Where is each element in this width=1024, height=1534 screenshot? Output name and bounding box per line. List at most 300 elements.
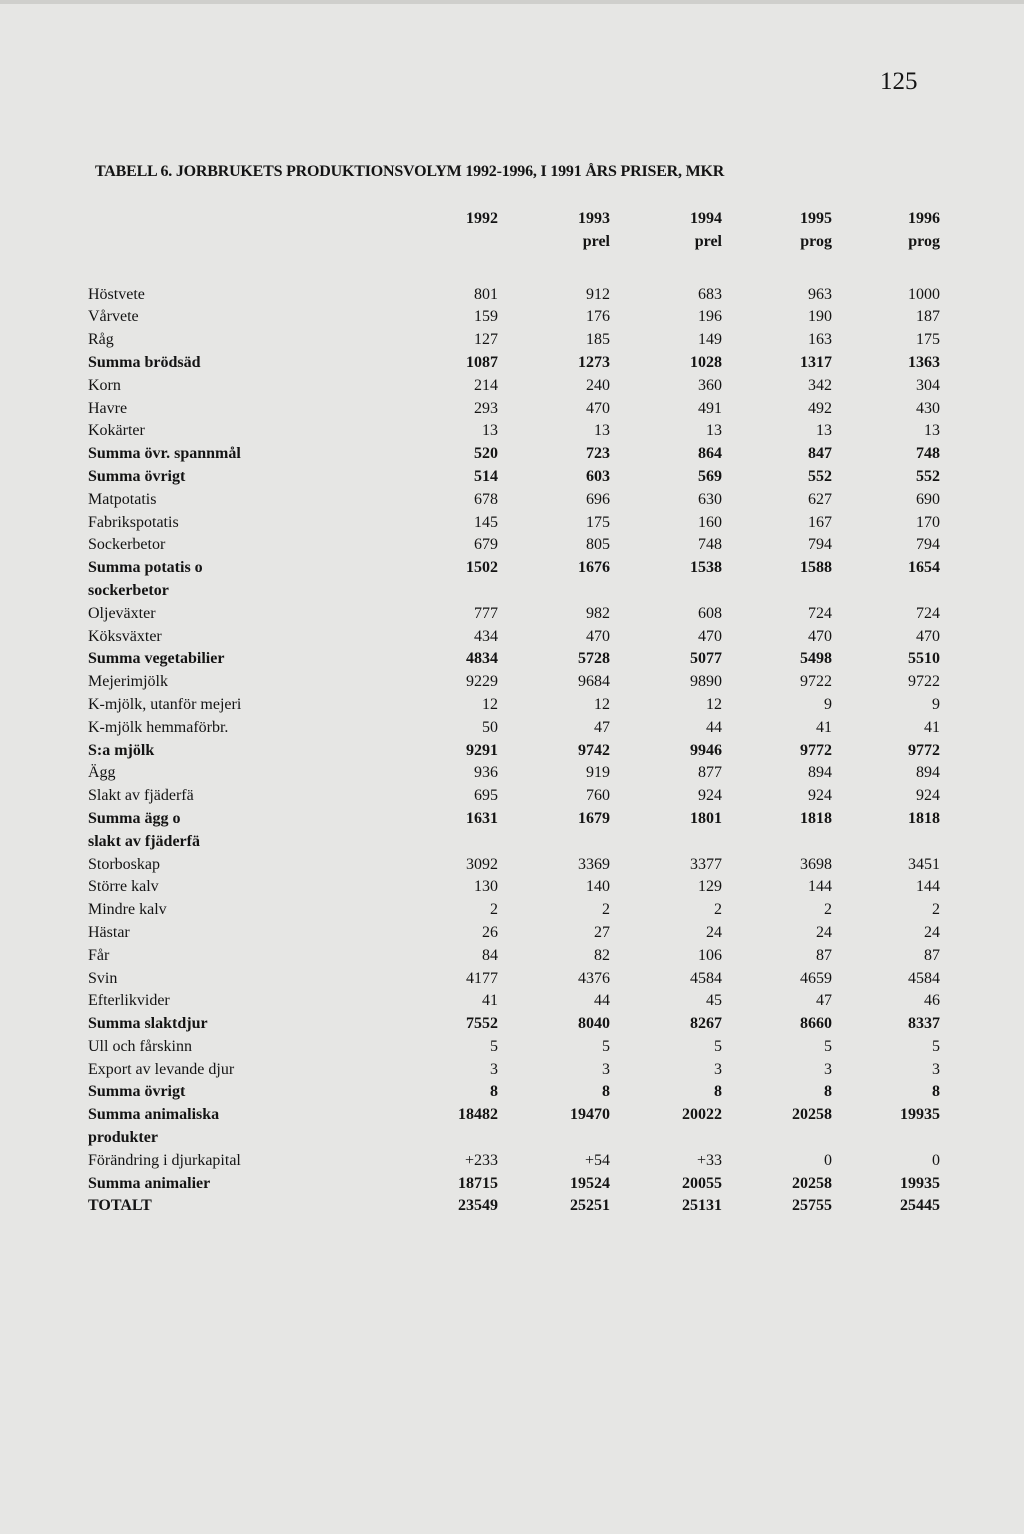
row-label: produkter (88, 1129, 158, 1147)
cell-value: 1273 (578, 353, 610, 371)
cell-value: 240 (586, 376, 610, 394)
cell-value: 8 (714, 1083, 722, 1101)
cell-value: 1654 (908, 559, 940, 577)
table-row (88, 1150, 940, 1173)
cell-value: 5077 (690, 650, 722, 668)
cell-value: 149 (698, 331, 722, 349)
cell-value: 9 (932, 695, 940, 713)
header-blank (88, 208, 380, 231)
cell-value: 47 (816, 992, 832, 1010)
cell-value: 4584 (690, 969, 722, 987)
cell-value: 5 (932, 1037, 940, 1055)
row-label: sockerbetor (88, 581, 169, 599)
cell-value: 5 (824, 1037, 832, 1055)
cell-value: 24 (816, 923, 832, 941)
cell-value: 924 (916, 787, 940, 805)
cell-value: 3698 (800, 855, 832, 873)
cell-value: 748 (698, 536, 722, 554)
status-header: prel (694, 232, 722, 250)
cell-value: 1087 (466, 353, 498, 371)
status-header: prog (800, 232, 832, 250)
cell-value: 794 (916, 536, 940, 554)
cell-value: 1631 (466, 809, 498, 827)
cell-value: 87 (924, 946, 940, 964)
cell-value: +54 (584, 1151, 610, 1169)
table-row (88, 329, 940, 352)
cell-value: 3 (932, 1060, 940, 1078)
cell-value: 144 (916, 878, 940, 896)
cell-value: 185 (586, 331, 610, 349)
cell-value: 492 (808, 399, 832, 417)
cell-value: 41 (482, 992, 498, 1010)
year-header: 1995 (800, 210, 832, 227)
row-label: Ägg (88, 764, 116, 782)
cell-value: 24 (924, 923, 940, 941)
cell-value: 777 (474, 604, 498, 622)
table-row (88, 1036, 940, 1059)
table-row (88, 694, 940, 717)
header-spacer (88, 254, 940, 284)
table-body (88, 284, 940, 1219)
cell-value: 4376 (578, 969, 610, 987)
cell-value: 50 (482, 718, 498, 736)
table-row (88, 740, 940, 763)
cell-value: 5498 (800, 650, 832, 668)
cell-value: 13 (816, 422, 832, 440)
cell-value (722, 831, 832, 854)
row-label: Summa vegetabilier (88, 650, 225, 668)
cell-value: 552 (916, 467, 940, 485)
row-label: Summa slaktdjur (88, 1015, 208, 1033)
row-label: Kokärter (88, 422, 145, 440)
cell-value (722, 580, 832, 603)
cell-value: +33 (696, 1151, 722, 1169)
cell-value: 1588 (800, 559, 832, 577)
table-row (88, 626, 940, 649)
cell-value: 847 (808, 445, 832, 463)
cell-value: 196 (698, 308, 722, 326)
cell-value: 214 (474, 376, 498, 394)
row-label: Summa övrigt (88, 1083, 186, 1101)
cell-value: 2 (602, 901, 610, 919)
table-row (88, 466, 940, 489)
table-row (88, 808, 940, 831)
row-label: Mindre kalv (88, 901, 167, 919)
cell-value: 3 (490, 1060, 498, 1078)
status-header (380, 231, 498, 254)
row-label: Mejerimjölk (88, 673, 168, 691)
production-volume-table (88, 208, 940, 1218)
table-row (88, 398, 940, 421)
cell-value (610, 580, 722, 603)
cell-value: 9742 (578, 741, 610, 759)
cell-value: 145 (474, 513, 498, 531)
cell-value: 3 (714, 1060, 722, 1078)
cell-value: 25131 (682, 1197, 722, 1215)
cell-value: 679 (474, 536, 498, 554)
cell-value: 20022 (682, 1106, 722, 1124)
cell-value: 144 (808, 878, 832, 896)
cell-value: 8 (824, 1083, 832, 1101)
row-label: Summa övr. spannmål (88, 445, 241, 463)
cell-value: 2 (714, 901, 722, 919)
cell-value: 44 (594, 992, 610, 1010)
row-label: Summa ägg o (88, 809, 181, 827)
cell-value: 877 (698, 764, 722, 782)
cell-value: 87 (816, 946, 832, 964)
row-label: Havre (88, 399, 128, 417)
cell-value (380, 1127, 498, 1150)
cell-value: 5510 (908, 650, 940, 668)
page-top-edge (0, 0, 1024, 4)
cell-value: 19935 (900, 1174, 940, 1192)
row-label: Summa animalier (88, 1174, 211, 1192)
cell-value: 9229 (466, 673, 498, 691)
cell-value: 9684 (578, 673, 610, 691)
table-row (88, 945, 940, 968)
row-label: Korn (88, 376, 121, 394)
cell-value: 2 (490, 901, 498, 919)
cell-value (380, 831, 498, 854)
table-row (88, 1104, 940, 1127)
year-header: 1996 (908, 210, 940, 227)
table-row (88, 306, 940, 329)
cell-value: 924 (698, 787, 722, 805)
cell-value: 170 (916, 513, 940, 531)
cell-value: 175 (916, 331, 940, 349)
cell-value: 982 (586, 604, 610, 622)
cell-value: 187 (916, 308, 940, 326)
row-label: Hästar (88, 923, 130, 941)
table-row (88, 512, 940, 535)
cell-value: 9 (824, 695, 832, 713)
cell-value: 8 (490, 1083, 498, 1101)
cell-value: 1502 (466, 559, 498, 577)
row-label: Svin (88, 969, 118, 987)
cell-value: 360 (698, 376, 722, 394)
cell-value: 9291 (466, 741, 498, 759)
table-row (88, 762, 940, 785)
row-label: Vårvete (88, 308, 139, 326)
row-label: Ull och fårskinn (88, 1037, 192, 1055)
cell-value: 190 (808, 308, 832, 326)
cell-value: 5 (714, 1037, 722, 1055)
cell-value: 8040 (578, 1015, 610, 1033)
cell-value: 26 (482, 923, 498, 941)
table-row (88, 968, 940, 991)
cell-value (832, 580, 940, 603)
status-header: prel (582, 232, 610, 250)
row-label: TOTALT (88, 1197, 152, 1215)
cell-value: 794 (808, 536, 832, 554)
cell-value: 8337 (908, 1015, 940, 1033)
table-row (88, 671, 940, 694)
cell-value: 27 (594, 923, 610, 941)
cell-value: 19935 (900, 1106, 940, 1124)
cell-value: 23549 (458, 1197, 498, 1215)
cell-value: 552 (808, 467, 832, 485)
cell-value: 569 (698, 467, 722, 485)
cell-value: 25755 (792, 1197, 832, 1215)
cell-value: 1818 (800, 809, 832, 827)
row-label: Storboskap (88, 855, 160, 873)
table-row (88, 580, 940, 603)
cell-value: 690 (916, 490, 940, 508)
cell-value: 160 (698, 513, 722, 531)
cell-value: 13 (924, 422, 940, 440)
cell-value: 82 (594, 946, 610, 964)
cell-value: 723 (586, 445, 610, 463)
cell-value: 748 (916, 445, 940, 463)
status-header: prog (908, 232, 940, 250)
cell-value: 924 (808, 787, 832, 805)
table-row (88, 1173, 940, 1196)
cell-value: 894 (916, 764, 940, 782)
cell-value: 41 (816, 718, 832, 736)
cell-value: 3 (602, 1060, 610, 1078)
cell-value: 176 (586, 308, 610, 326)
cell-value: 9890 (690, 673, 722, 691)
table-row (88, 785, 940, 808)
cell-value: 1676 (578, 559, 610, 577)
table-row (88, 717, 940, 740)
cell-value: 936 (474, 764, 498, 782)
cell-value (380, 580, 498, 603)
row-label: Slakt av fjäderfä (88, 787, 194, 805)
table-title: TABELL 6. JORBRUKETS PRODUKTIONSVOLYM 1992-1996, I 1991 ÅRS PRISER, MKR (95, 163, 725, 180)
cell-value: 2 (932, 901, 940, 919)
cell-value: 470 (916, 627, 940, 645)
cell-value: 1679 (578, 809, 610, 827)
cell-value: 5728 (578, 650, 610, 668)
cell-value: 4834 (466, 650, 498, 668)
cell-value: 696 (586, 490, 610, 508)
cell-value: 12 (706, 695, 722, 713)
cell-value: 12 (594, 695, 610, 713)
row-label: Fabrikspotatis (88, 513, 179, 531)
cell-value: 129 (698, 878, 722, 896)
cell-value: 2 (824, 901, 832, 919)
cell-value: 5 (602, 1037, 610, 1055)
table-row (88, 831, 940, 854)
cell-value: 514 (474, 467, 498, 485)
cell-value: 1363 (908, 353, 940, 371)
year-header: 1994 (690, 210, 722, 227)
table-row (88, 557, 940, 580)
row-label: Oljeväxter (88, 604, 156, 622)
cell-value: 4584 (908, 969, 940, 987)
cell-value: 3092 (466, 855, 498, 873)
cell-value: 4659 (800, 969, 832, 987)
cell-value: 44 (706, 718, 722, 736)
cell-value: 3451 (908, 855, 940, 873)
table-row (88, 603, 940, 626)
cell-value: 46 (924, 992, 940, 1010)
year-header-row (88, 208, 940, 231)
cell-value: 20258 (792, 1174, 832, 1192)
cell-value: 919 (586, 764, 610, 782)
row-label: Summa övrigt (88, 467, 186, 485)
cell-value: 801 (474, 285, 498, 303)
cell-value: 8 (602, 1083, 610, 1101)
table-row (88, 420, 940, 443)
cell-value: 603 (586, 467, 610, 485)
status-header-row (88, 231, 940, 254)
cell-value: 470 (808, 627, 832, 645)
row-label: Får (88, 946, 110, 964)
table-row (88, 1195, 940, 1218)
cell-value: 304 (916, 376, 940, 394)
cell-value: 25251 (570, 1197, 610, 1215)
cell-value: 470 (698, 627, 722, 645)
cell-value: 41 (924, 718, 940, 736)
table-row (88, 284, 940, 307)
row-label: Summa potatis o (88, 559, 203, 577)
cell-value: 470 (586, 399, 610, 417)
header-blank (88, 231, 380, 254)
row-label: Summa animaliska (88, 1106, 220, 1124)
table-row (88, 534, 940, 557)
table-row (88, 899, 940, 922)
cell-value (498, 1127, 610, 1150)
cell-value: 1317 (800, 353, 832, 371)
table-row (88, 990, 940, 1013)
cell-value: 9722 (908, 673, 940, 691)
table-row (88, 876, 940, 899)
cell-value: 13 (482, 422, 498, 440)
cell-value: 19470 (570, 1106, 610, 1124)
cell-value: 175 (586, 513, 610, 531)
cell-value: 167 (808, 513, 832, 531)
cell-value: 1000 (908, 285, 940, 303)
row-label: Råg (88, 331, 114, 349)
table-row (88, 443, 940, 466)
cell-value: 12 (482, 695, 498, 713)
cell-value: 434 (474, 627, 498, 645)
row-label: Summa brödsäd (88, 353, 201, 371)
cell-value: 608 (698, 604, 722, 622)
table-row (88, 375, 940, 398)
cell-value: 8267 (690, 1015, 722, 1033)
cell-value: 3377 (690, 855, 722, 873)
cell-value: 45 (706, 992, 722, 1010)
cell-value: 18482 (458, 1106, 498, 1124)
cell-value (610, 1127, 722, 1150)
year-header: 1992 (466, 210, 498, 227)
cell-value: 293 (474, 399, 498, 417)
cell-value: 963 (808, 285, 832, 303)
cell-value: 520 (474, 445, 498, 463)
cell-value: 695 (474, 787, 498, 805)
page-number: 125 (880, 68, 918, 95)
cell-value: 9946 (690, 741, 722, 759)
cell-value: 24 (706, 923, 722, 941)
cell-value: 9772 (908, 741, 940, 759)
cell-value: 9772 (800, 741, 832, 759)
table-row (88, 1127, 940, 1150)
cell-value: 5 (490, 1037, 498, 1055)
cell-value: 13 (594, 422, 610, 440)
cell-value: 724 (808, 604, 832, 622)
cell-value: 1818 (908, 809, 940, 827)
row-label: Matpotatis (88, 490, 157, 508)
cell-value: 491 (698, 399, 722, 417)
table-row (88, 1013, 940, 1036)
cell-value: 159 (474, 308, 498, 326)
row-label: Större kalv (88, 878, 159, 896)
cell-value: 8 (932, 1083, 940, 1101)
row-label: Förändring i djurkapital (88, 1151, 241, 1169)
cell-value: 805 (586, 536, 610, 554)
cell-value: 18715 (458, 1174, 498, 1192)
row-label: Sockerbetor (88, 536, 166, 554)
cell-value (832, 1127, 940, 1150)
cell-value: 760 (586, 787, 610, 805)
cell-value (498, 580, 610, 603)
cell-value: 683 (698, 285, 722, 303)
cell-value: 724 (916, 604, 940, 622)
cell-value (498, 831, 610, 854)
table-row (88, 1081, 940, 1104)
cell-value: 630 (698, 490, 722, 508)
cell-value: 7552 (466, 1015, 498, 1033)
cell-value: 3369 (578, 855, 610, 873)
cell-value: 894 (808, 764, 832, 782)
cell-value: 1801 (690, 809, 722, 827)
cell-value: 130 (474, 878, 498, 896)
cell-value (832, 831, 940, 854)
row-label: slakt av fjäderfä (88, 832, 200, 850)
cell-value: 19524 (570, 1174, 610, 1192)
cell-value: 470 (586, 627, 610, 645)
year-header: 1993 (578, 210, 610, 227)
cell-value: +233 (464, 1151, 498, 1169)
table-row (88, 854, 940, 877)
cell-value: 0 (932, 1151, 940, 1169)
row-label: Köksväxter (88, 627, 162, 645)
cell-value: 864 (698, 445, 722, 463)
cell-value: 912 (586, 285, 610, 303)
cell-value: 163 (808, 331, 832, 349)
cell-value: 20055 (682, 1174, 722, 1192)
row-label: K-mjölk hemmaförbr. (88, 718, 229, 736)
row-label: Höstvete (88, 285, 145, 303)
cell-value: 1028 (690, 353, 722, 371)
cell-value: 127 (474, 331, 498, 349)
table-row (88, 489, 940, 512)
cell-value: 47 (594, 718, 610, 736)
row-label: Export av levande djur (88, 1060, 235, 1078)
cell-value: 1538 (690, 559, 722, 577)
cell-value: 84 (482, 946, 498, 964)
cell-value (610, 831, 722, 854)
row-label: Efterlikvider (88, 992, 170, 1010)
cell-value: 20258 (792, 1106, 832, 1124)
cell-value: 13 (706, 422, 722, 440)
cell-value: 4177 (466, 969, 498, 987)
cell-value: 0 (824, 1151, 832, 1169)
table-row (88, 922, 940, 945)
cell-value: 8660 (800, 1015, 832, 1033)
cell-value: 342 (808, 376, 832, 394)
cell-value: 627 (808, 490, 832, 508)
cell-value: 9722 (800, 673, 832, 691)
row-label: S:a mjölk (88, 741, 155, 759)
cell-value: 106 (698, 946, 722, 964)
cell-value: 678 (474, 490, 498, 508)
cell-value: 25445 (900, 1197, 940, 1215)
row-label: K-mjölk, utanför mejeri (88, 695, 242, 713)
